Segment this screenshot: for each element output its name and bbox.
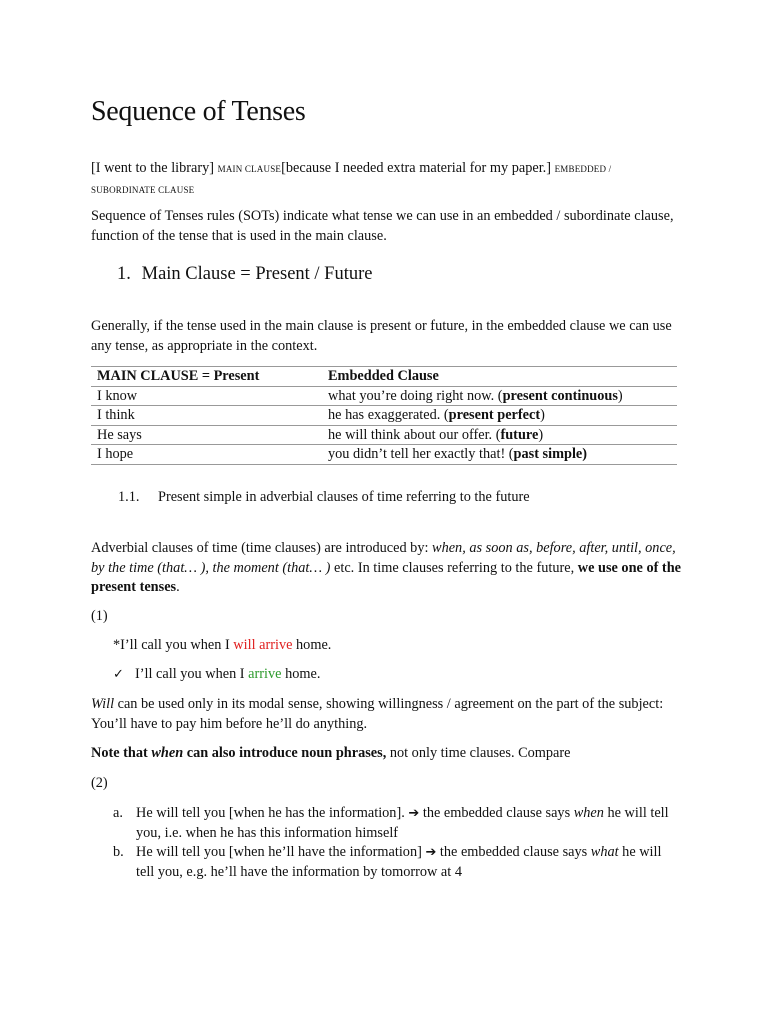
table-cell-main: I know xyxy=(91,386,322,406)
subordinate-clause-text: [because I needed extra material for my paper.] xyxy=(281,160,552,176)
embedded-tag: EMBEDDED / xyxy=(554,164,612,174)
table-header-embedded: Embedded Clause xyxy=(322,367,677,387)
correct-example: ✓ I’ll call you when I arrive home. xyxy=(113,665,703,685)
table-cell-main: I think xyxy=(91,406,322,426)
intro-paragraph: Sequence of Tenses rules (SOTs) indicate what tense we can use in an embedded / subordinate clause, function of the tense that is used in the main clause. xyxy=(91,208,674,244)
table-header-main: MAIN CLAUSE = Present xyxy=(91,367,322,387)
main-clause-text: [I went to the library] xyxy=(91,160,215,176)
subsection-number: 1.1. xyxy=(118,489,140,505)
subsection-title: Present simple in adverbial clauses of time referring to the future xyxy=(158,489,530,505)
example-2-label: (2) xyxy=(91,775,108,791)
table-row xyxy=(91,445,677,465)
table-cell-embedded: he has exaggerated. (present perfect) xyxy=(322,406,677,426)
check-icon: ✓ xyxy=(113,667,124,682)
page-title: Sequence of Tenses xyxy=(91,96,306,127)
example-sentence xyxy=(91,159,681,200)
table-row xyxy=(91,425,677,445)
will-paragraph: Will can be used only in its modal sense, showing willingness / agreement on the part of the subject: You’ll have to pay him before he’ll do anything. xyxy=(91,696,664,732)
subsection-heading xyxy=(118,489,530,506)
table-row xyxy=(91,406,677,426)
adverbial-paragraph: Adverbial clauses of time (time clauses) are introduced by: when, as soon as, before, after, until, once, by the time (that… ), the moment (that… ) etc. In time clauses referring to the future, we use one of the present tenses. xyxy=(91,540,681,595)
table-row xyxy=(91,386,677,406)
section-number: 1. xyxy=(117,264,131,284)
table-header-row xyxy=(91,367,677,387)
arrow-icon: ➔ xyxy=(408,806,420,821)
incorrect-example: *I’ll call you when I will arrive home. xyxy=(113,637,332,653)
table-cell-embedded: he will think about our offer. (future) xyxy=(322,425,677,445)
section-title: Main Clause = Present / Future xyxy=(141,264,373,284)
table-cell-main: He says xyxy=(91,425,322,445)
note-paragraph: Note that when can also introduce noun phrases, not only time clauses. Compare xyxy=(91,745,571,761)
main-clause-tag: MAIN CLAUSE xyxy=(217,164,282,174)
arrow-icon: ➔ xyxy=(425,845,437,860)
section-heading xyxy=(117,264,373,285)
section-paragraph: Generally, if the tense used in the main clause is present or future, in the embedded clause we can use any tense, as appropriate in the context. xyxy=(91,318,672,354)
table-cell-embedded: what you’re doing right now. (present continuous) xyxy=(322,386,677,406)
example-1-label: (1) xyxy=(91,608,108,624)
subordinate-tag: SUBORDINATE CLAUSE xyxy=(91,184,195,195)
tense-table xyxy=(91,366,677,465)
table-cell-embedded: you didn’t tell her exactly that! (past simple) xyxy=(322,445,677,465)
table-cell-main: I hope xyxy=(91,445,322,465)
